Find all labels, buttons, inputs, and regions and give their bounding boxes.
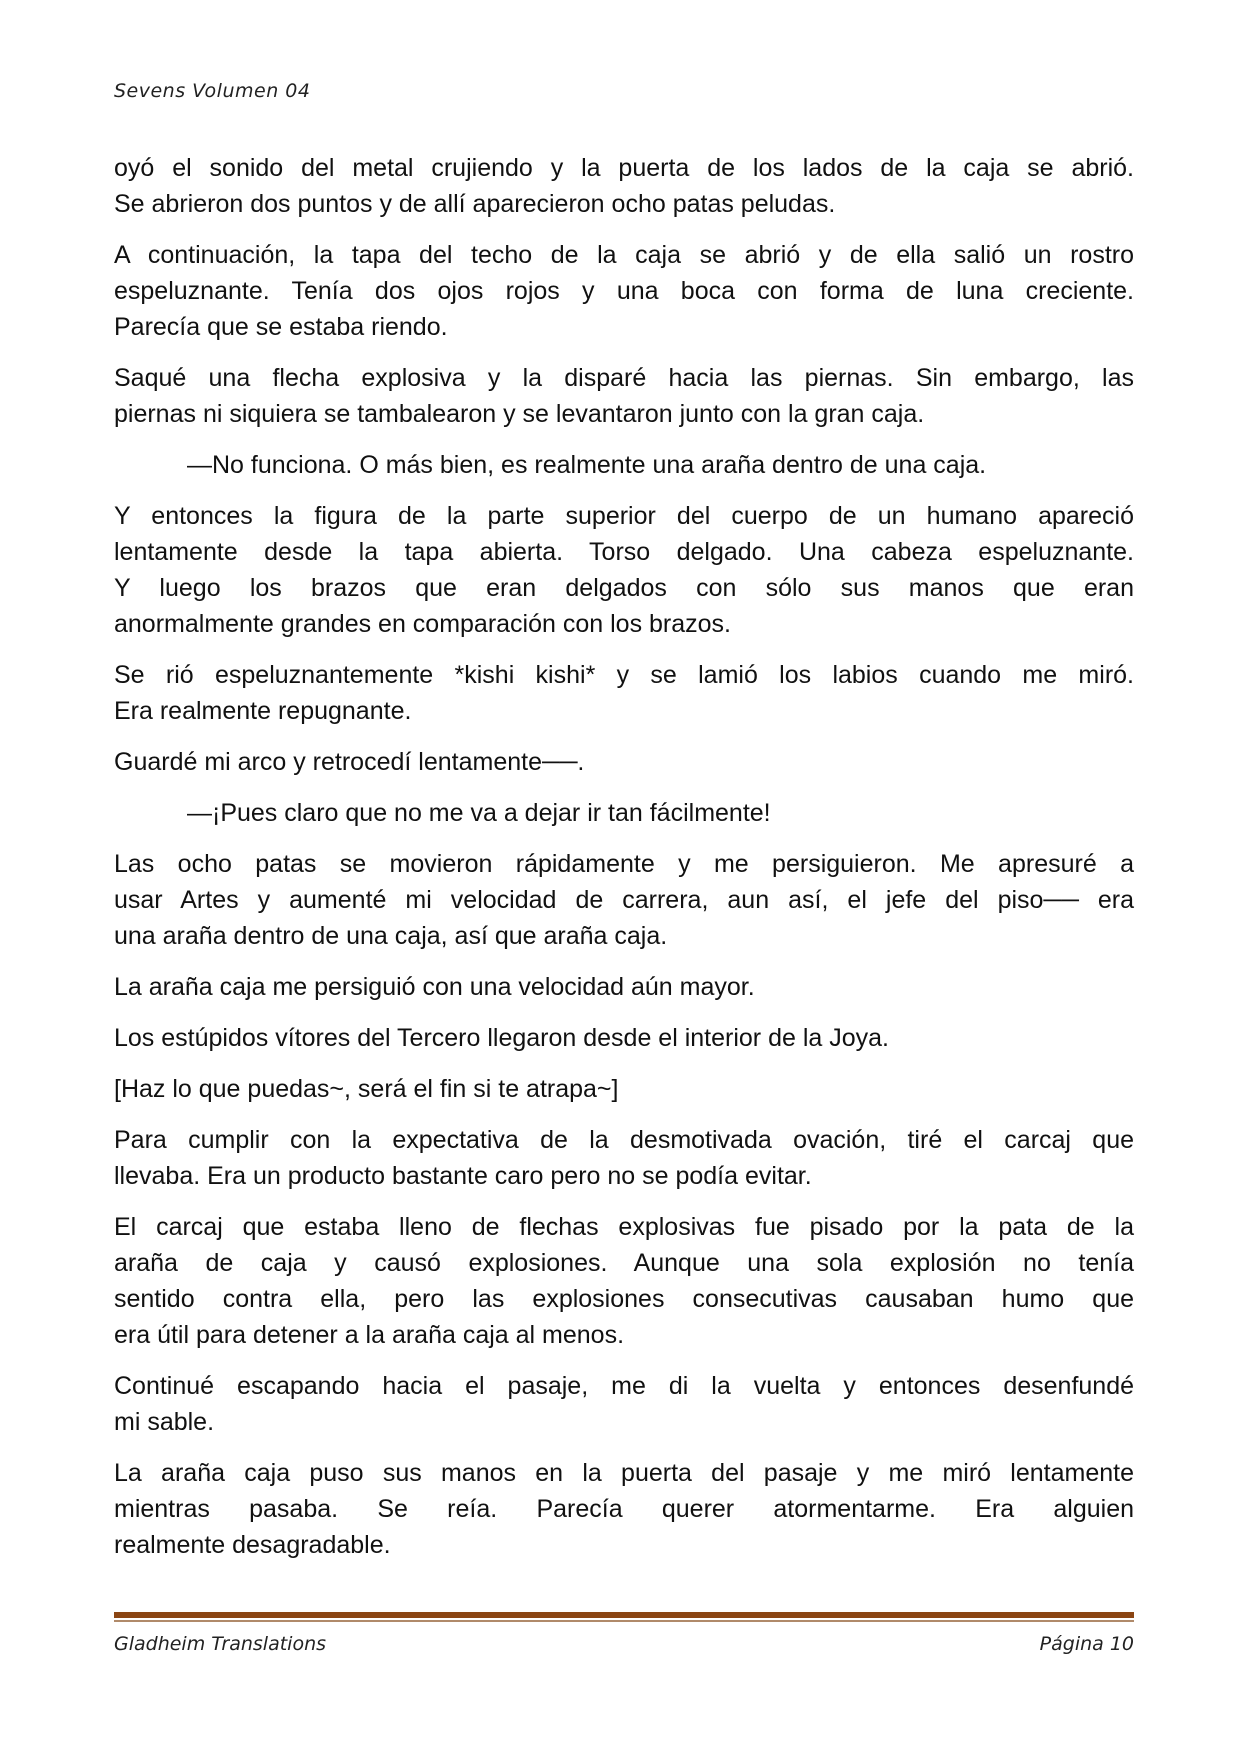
text-line: usar Artes y aumenté mi velocidad de carrera, aun así, el jefe del piso── era (114, 886, 1134, 914)
text-line: Guardé mi arco y retrocedí lentamente──. (114, 748, 585, 776)
text-line: Parecía que se estaba riendo. (114, 313, 448, 341)
text-line: anormalmente grandes en comparación con los brazos. (114, 610, 732, 638)
text-line: sentido contra ella, pero las explosiones consecutivas causaban humo que (114, 1285, 1134, 1313)
page-body (114, 150, 1134, 1578)
text-line: mi sable. (114, 1408, 215, 1436)
text-line: La araña caja puso sus manos en la puerta del pasaje y me miró lentamente (114, 1459, 1134, 1487)
text-line: La araña caja me persiguió con una velocidad aún mayor. (114, 973, 755, 1001)
text-line: El carcaj que estaba lleno de flechas explosivas fue pisado por la pata de la (114, 1213, 1134, 1241)
paragraph (114, 150, 1134, 222)
text-line: [Haz lo que puedas~, será el fin si te atrapa~] (114, 1075, 619, 1103)
paragraph (114, 237, 1134, 345)
paragraph (114, 1122, 1134, 1194)
text-line: araña de caja y causó explosiones. Aunque una sola explosión no tenía (114, 1249, 1134, 1277)
paragraph (114, 846, 1134, 954)
text-line: Continué escapando hacia el pasaje, me di la vuelta y entonces desenfundé (114, 1372, 1134, 1400)
text-line: —No funciona. O más bien, es realmente una araña dentro de una caja. (187, 451, 987, 479)
text-line: Y luego los brazos que eran delgados con sólo sus manos que eran (114, 574, 1134, 602)
dialogue-paragraph (114, 447, 1134, 483)
running-header: Sevens Volumen 04 (114, 80, 311, 102)
paragraph (114, 744, 1134, 780)
text-line: Se abrieron dos puntos y de allí aparecieron ocho patas peludas. (114, 190, 836, 218)
text-line: era útil para detener a la araña caja al menos. (114, 1321, 625, 1349)
text-line: —¡Pues claro que no me va a dejar ir tan fácilmente! (187, 799, 771, 827)
footer-page-number: Página 10 (1039, 1633, 1134, 1655)
text-line: Saqué una flecha explosiva y la disparé hacia las piernas. Sin embargo, las (114, 364, 1134, 392)
text-line: una araña dentro de una caja, así que araña caja. (114, 922, 668, 950)
paragraph (114, 1020, 1134, 1056)
text-line: Los estúpidos vítores del Tercero llegaron desde el interior de la Joya. (114, 1024, 889, 1052)
paragraph (114, 1071, 1134, 1107)
paragraph (114, 1368, 1134, 1440)
paragraph (114, 1209, 1134, 1353)
text-line: mientras pasaba. Se reía. Parecía querer atormentarme. Era alguien (114, 1495, 1134, 1523)
paragraph (114, 360, 1134, 432)
text-line: A continuación, la tapa del techo de la caja se abrió y de ella salió un rostro (114, 241, 1134, 269)
paragraph (114, 969, 1134, 1005)
text-line: llevaba. Era un producto bastante caro pero no se podía evitar. (114, 1162, 812, 1190)
dialogue-paragraph (114, 795, 1134, 831)
text-line: espeluznante. Tenía dos ojos rojos y una boca con forma de luna creciente. (114, 277, 1134, 305)
text-line: Y entonces la figura de la parte superior del cuerpo de un humano apareció (114, 502, 1134, 530)
footer-rule (114, 1612, 1134, 1618)
footer-publisher: Gladheim Translations (114, 1633, 327, 1655)
text-line: Se rió espeluznantemente *kishi kishi* y se lamió los labios cuando me miró. (114, 661, 1134, 689)
paragraph (114, 657, 1134, 729)
text-line: Las ocho patas se movieron rápidamente y me persiguieron. Me apresuré a (114, 850, 1134, 878)
text-line: oyó el sonido del metal crujiendo y la puerta de los lados de la caja se abrió. (114, 154, 1134, 182)
paragraph (114, 1455, 1134, 1563)
paragraph (114, 498, 1134, 642)
text-line: realmente desagradable. (114, 1531, 391, 1559)
footer-rule-thin (114, 1620, 1134, 1622)
text-line: Era realmente repugnante. (114, 697, 412, 725)
text-line: piernas ni siquiera se tambalearon y se levantaron junto con la gran caja. (114, 400, 925, 428)
text-line: lentamente desde la tapa abierta. Torso delgado. Una cabeza espeluznante. (114, 538, 1134, 566)
text-line: Para cumplir con la expectativa de la desmotivada ovación, tiré el carcaj que (114, 1126, 1134, 1154)
